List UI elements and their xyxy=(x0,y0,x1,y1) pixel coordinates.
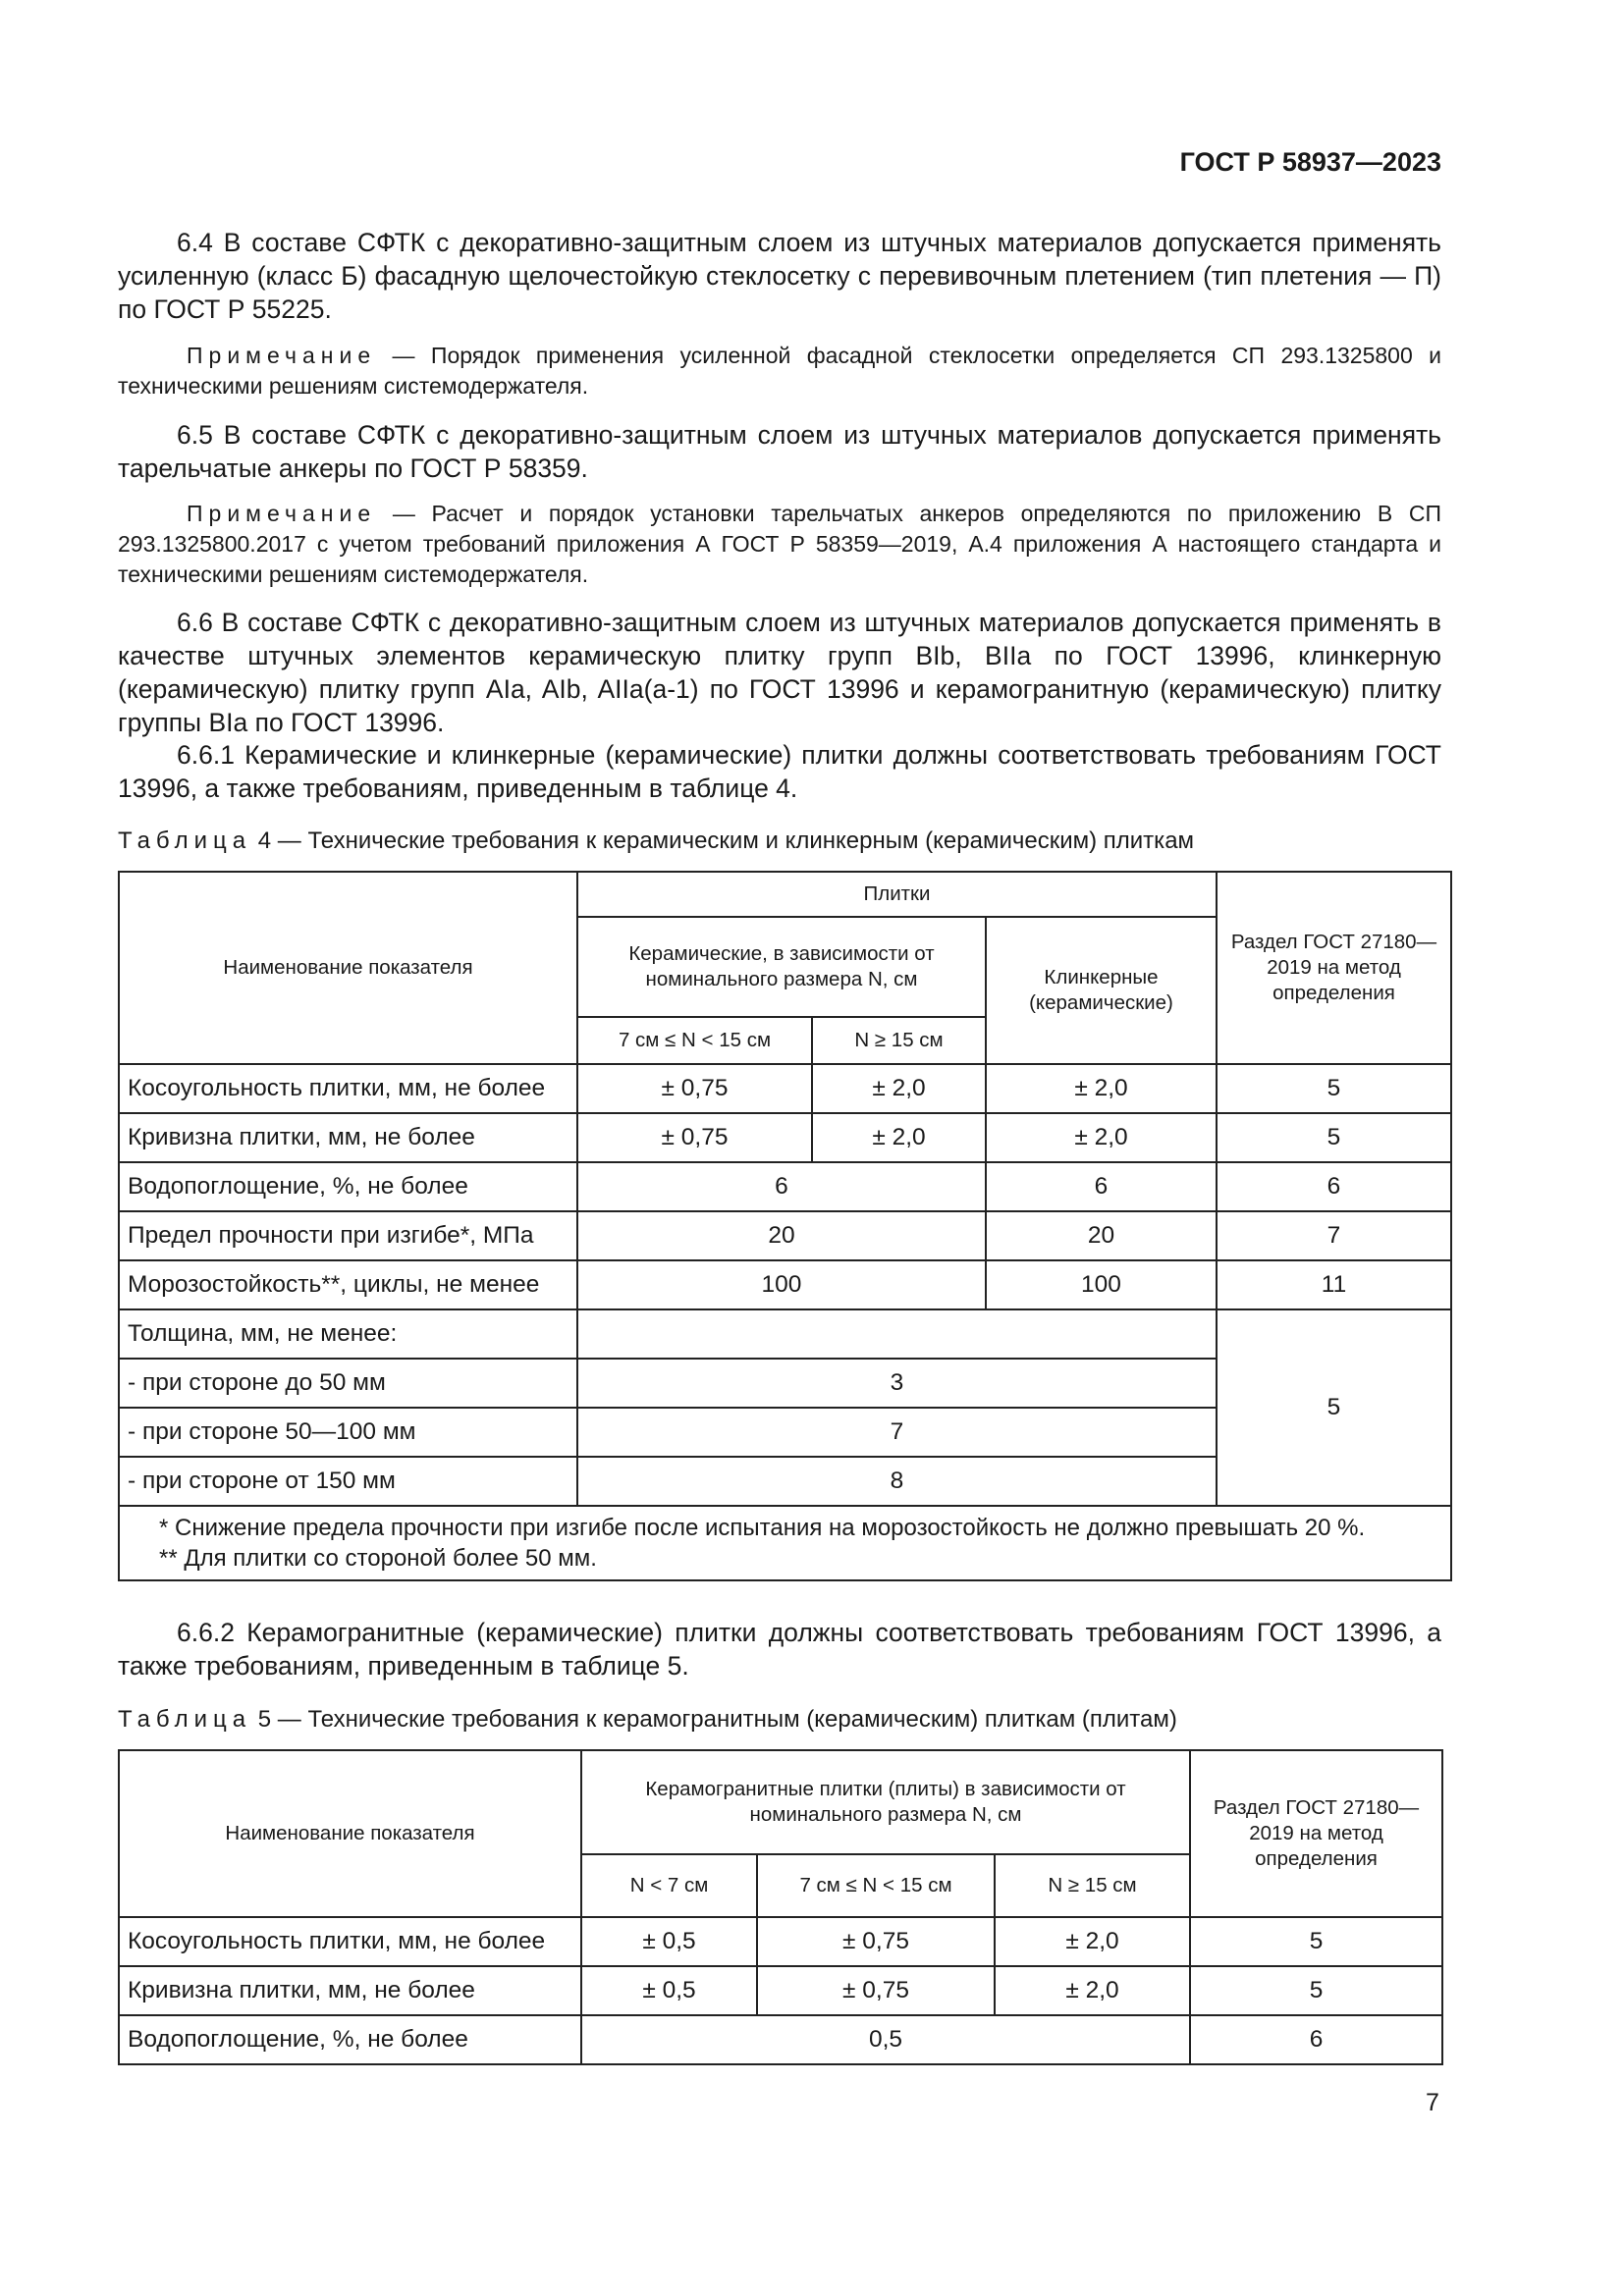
paragraph-text: 6.6.1 Керамические и клинкерные (керамические) плитки должны соответствовать требованиям ГОСТ 13996, а также требованиям, приведенным в таблице 4. xyxy=(118,740,1441,803)
table-row xyxy=(119,1917,1442,1966)
cell: ± 0,75 xyxy=(577,1064,812,1113)
table4-caption xyxy=(118,828,1194,855)
cell: ± 2,0 xyxy=(986,1064,1217,1113)
cell: ± 2,0 xyxy=(812,1064,986,1113)
paragraph-text: 6.5 В составе СФТК с декоративно-защитным слоем из штучных материалов допускается применять тарельчатые анкеры по ГОСТ Р 58359. xyxy=(118,420,1441,483)
table-4 xyxy=(118,871,1452,1581)
cell: 6 xyxy=(1190,2015,1442,2064)
paragraph-6-5 xyxy=(118,418,1441,485)
caption-text: 4 — Технические требования к керамическим и клинкерным (керамическим) плиткам xyxy=(251,828,1195,854)
header-section: Раздел ГОСТ 27180—2019 на метод определения xyxy=(1190,1750,1442,1917)
cell: 5 xyxy=(1217,1064,1451,1113)
cell: 100 xyxy=(577,1260,986,1309)
paragraph-6-6 xyxy=(118,606,1441,739)
row-name: - при стороне до 50 мм xyxy=(119,1359,577,1408)
header-range-3: N ≥ 15 см xyxy=(995,1854,1190,1917)
cell: ± 0,75 xyxy=(577,1113,812,1162)
paragraph-text: 6.6 В составе СФТК с декоративно-защитным слоем из штучных материалов допускается применять в качестве штучных элементов керамическую плитку групп BIb, BIIa по ГОСТ 13996, клинкерную (керамическую) плитку групп AIa, AIb, AIIa(а-1) по ГОСТ 13996 и керамогранитную (керамическую) плитку группы BIa по ГОСТ 13996. xyxy=(118,608,1441,737)
document-header: ГОСТ Р 58937—2023 xyxy=(1179,147,1441,177)
cell: 7 xyxy=(1217,1211,1451,1260)
cell: 5 xyxy=(1217,1113,1451,1162)
cell: 100 xyxy=(986,1260,1217,1309)
header-group: Керамогранитные плитки (плиты) в зависимости от номинального размера N, см xyxy=(581,1750,1190,1854)
row-name: Толщина, мм, не менее: xyxy=(119,1309,577,1359)
cell: ± 0,5 xyxy=(581,1966,757,2015)
header-tiles: Плитки xyxy=(577,872,1217,917)
note-label: Примечание xyxy=(187,343,377,368)
note-text: — Порядок применения усиленной фасадной стеклосетки определяется СП 293.1325800 и техническими решениям системодержателя. xyxy=(118,343,1441,399)
cell: ± 0,5 xyxy=(581,1917,757,1966)
row-name: Косоугольность плитки, мм, не более xyxy=(119,1917,581,1966)
table-row xyxy=(119,1966,1442,2015)
cell: ± 2,0 xyxy=(812,1113,986,1162)
header-range-2: N ≥ 15 см xyxy=(812,1017,986,1064)
note-2 xyxy=(118,499,1441,590)
note-1 xyxy=(118,341,1441,401)
cell: ± 0,75 xyxy=(757,1917,995,1966)
table-row xyxy=(119,1064,1451,1113)
page-number: 7 xyxy=(1426,2089,1439,2116)
paragraph-text: 6.4 В составе СФТК с декоративно-защитным слоем из штучных материалов допускается применять усиленную (класс Б) фасадную щелочестойкую стеклосетку с перевивочным плетением (тип плетения — П) по ГОСТ Р 55225. xyxy=(118,228,1441,324)
caption-text: 5 — Технические требования к керамогранитным (керамическим) плиткам (плитам) xyxy=(251,1706,1177,1733)
caption-label: Таблица xyxy=(118,1706,252,1733)
cell: 5 xyxy=(1190,1966,1442,2015)
paragraph-text: 6.6.2 Керамогранитные (керамические) плитки должны соответствовать требованиям ГОСТ 13996, а также требованиям, приведенным в таблице 5. xyxy=(118,1618,1441,1681)
note-label: Примечание xyxy=(187,501,377,526)
header-range-1: N < 7 см xyxy=(581,1854,757,1917)
table-row xyxy=(119,1211,1451,1260)
cell: 11 xyxy=(1217,1260,1451,1309)
cell: ± 2,0 xyxy=(995,1966,1190,2015)
table-row xyxy=(119,1260,1451,1309)
footnote-1: * Снижение предела прочности при изгибе после испытания на морозостойкость не должно превышать 20 %. xyxy=(159,1515,1366,1541)
header-range-2: 7 см ≤ N < 15 см xyxy=(757,1854,995,1917)
cell: ± 2,0 xyxy=(986,1113,1217,1162)
row-name: - при стороне 50—100 мм xyxy=(119,1408,577,1457)
table-5 xyxy=(118,1749,1443,2065)
note-text: — Расчет и порядок установки тарельчатых анкеров определяются по приложению В СП 293.1325800.2017 с учетом требований приложения А ГОСТ Р 58359—2019, А.4 приложения А настоящего стандарта и техническими решениям системодержателя. xyxy=(118,501,1441,587)
cell: 6 xyxy=(577,1162,986,1211)
caption-label: Таблица xyxy=(118,828,252,854)
row-name: Водопоглощение, %, не более xyxy=(119,2015,581,2064)
cell: 8 xyxy=(577,1457,1217,1506)
cell: 0,5 xyxy=(581,2015,1190,2064)
header-clinker: Клинкерные (керамические) xyxy=(986,917,1217,1064)
cell: 20 xyxy=(986,1211,1217,1260)
cell xyxy=(577,1309,1217,1359)
table-row xyxy=(119,1162,1451,1211)
row-name: Косоугольность плитки, мм, не более xyxy=(119,1064,577,1113)
table-row xyxy=(119,2015,1442,2064)
header-range-1: 7 см ≤ N < 15 см xyxy=(577,1017,812,1064)
header-name: Наименование показателя xyxy=(119,1750,581,1917)
row-name: - при стороне от 150 мм xyxy=(119,1457,577,1506)
table-row xyxy=(119,1309,1451,1359)
footnotes xyxy=(119,1506,1451,1580)
footnote-2: ** Для плитки со стороной более 50 мм. xyxy=(159,1545,597,1572)
header-ceramic: Керамические, в зависимости от номинального размера N, см xyxy=(577,917,986,1017)
row-name: Морозостойкость**, циклы, не менее xyxy=(119,1260,577,1309)
cell: 7 xyxy=(577,1408,1217,1457)
footnotes-row xyxy=(119,1506,1451,1580)
paragraph-6-6-1 xyxy=(118,738,1441,805)
row-name: Предел прочности при изгибе*, МПа xyxy=(119,1211,577,1260)
row-name: Кривизна плитки, мм, не более xyxy=(119,1113,577,1162)
cell: 5 xyxy=(1217,1309,1451,1506)
cell: ± 0,75 xyxy=(757,1966,995,2015)
header-section: Раздел ГОСТ 27180—2019 на метод определения xyxy=(1217,872,1451,1064)
table-row xyxy=(119,1113,1451,1162)
cell: 3 xyxy=(577,1359,1217,1408)
paragraph-6-4 xyxy=(118,226,1441,326)
cell: 20 xyxy=(577,1211,986,1260)
row-name: Водопоглощение, %, не более xyxy=(119,1162,577,1211)
row-name: Кривизна плитки, мм, не более xyxy=(119,1966,581,2015)
paragraph-6-6-2 xyxy=(118,1616,1441,1682)
cell: ± 2,0 xyxy=(995,1917,1190,1966)
table5-caption xyxy=(118,1706,1177,1734)
cell: 6 xyxy=(1217,1162,1451,1211)
cell: 5 xyxy=(1190,1917,1442,1966)
header-name: Наименование показателя xyxy=(119,872,577,1064)
cell: 6 xyxy=(986,1162,1217,1211)
